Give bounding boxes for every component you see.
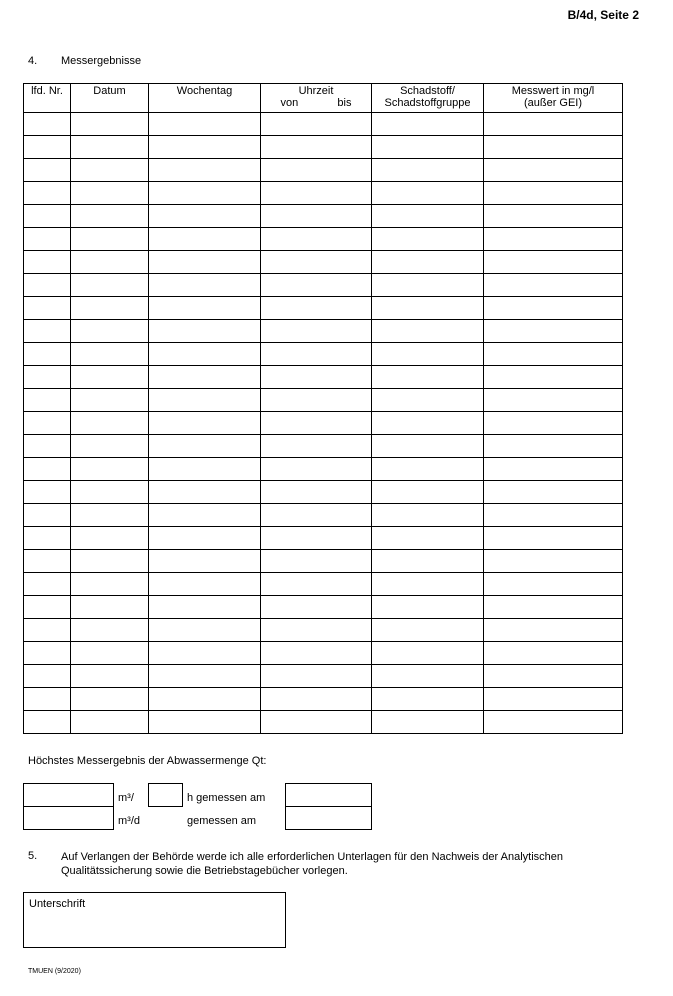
cell-uhrzeit[interactable] <box>261 550 372 573</box>
cell-nr[interactable] <box>24 435 71 458</box>
cell-schadstoff[interactable] <box>372 596 484 619</box>
qt-m3-per-h-value-field[interactable] <box>23 783 114 807</box>
cell-wochentag[interactable] <box>149 504 261 527</box>
table-row <box>24 550 623 573</box>
cell-wochentag[interactable] <box>149 182 261 205</box>
table-row <box>24 182 623 205</box>
qt-m3-per-d-value-field[interactable] <box>23 806 114 830</box>
cell-nr[interactable] <box>24 182 71 205</box>
cell-messwert[interactable] <box>484 320 623 343</box>
cell-uhrzeit[interactable] <box>261 366 372 389</box>
cell-nr[interactable] <box>24 642 71 665</box>
table-row <box>24 136 623 159</box>
cell-schadstoff[interactable] <box>372 688 484 711</box>
cell-messwert[interactable] <box>484 619 623 642</box>
cell-nr[interactable] <box>24 297 71 320</box>
cell-datum[interactable] <box>71 619 149 642</box>
cell-messwert[interactable] <box>484 711 623 734</box>
uhrzeit-von-label: von <box>280 97 299 109</box>
cell-wochentag[interactable] <box>149 412 261 435</box>
cell-schadstoff[interactable] <box>372 481 484 504</box>
table-row <box>24 596 623 619</box>
cell-wochentag[interactable] <box>149 458 261 481</box>
cell-messwert[interactable] <box>484 136 623 159</box>
cell-wochentag[interactable] <box>149 688 261 711</box>
cell-messwert[interactable] <box>484 159 623 182</box>
cell-uhrzeit[interactable] <box>261 228 372 251</box>
qt-row2-unit: m³/d <box>118 815 140 827</box>
cell-messwert[interactable] <box>484 504 623 527</box>
cell-uhrzeit[interactable] <box>261 297 372 320</box>
cell-messwert[interactable] <box>484 343 623 366</box>
cell-wochentag[interactable] <box>149 228 261 251</box>
cell-datum[interactable] <box>71 550 149 573</box>
table-row <box>24 113 623 136</box>
cell-nr[interactable] <box>24 619 71 642</box>
cell-uhrzeit[interactable] <box>261 527 372 550</box>
cell-wochentag[interactable] <box>149 389 261 412</box>
cell-nr[interactable] <box>24 343 71 366</box>
qt-label: Höchstes Messergebnis der Abwassermenge Qt: <box>28 755 267 767</box>
table-row <box>24 711 623 734</box>
cell-schadstoff[interactable] <box>372 205 484 228</box>
cell-uhrzeit[interactable] <box>261 481 372 504</box>
cell-uhrzeit[interactable] <box>261 136 372 159</box>
cell-wochentag[interactable] <box>149 159 261 182</box>
section-5-number: 5. <box>28 850 38 862</box>
cell-datum[interactable] <box>71 205 149 228</box>
section-4-number: 4. <box>28 55 38 67</box>
cell-messwert[interactable] <box>484 228 623 251</box>
table-row <box>24 665 623 688</box>
cell-datum[interactable] <box>71 711 149 734</box>
cell-nr[interactable] <box>24 412 71 435</box>
cell-wochentag[interactable] <box>149 274 261 297</box>
cell-uhrzeit[interactable] <box>261 435 372 458</box>
cell-schadstoff[interactable] <box>372 182 484 205</box>
cell-nr[interactable] <box>24 205 71 228</box>
qt-row1-suffix: h gemessen am <box>187 792 266 804</box>
signature-label: Unterschrift <box>29 898 86 910</box>
cell-uhrzeit[interactable] <box>261 251 372 274</box>
cell-schadstoff[interactable] <box>372 389 484 412</box>
cell-uhrzeit[interactable] <box>261 205 372 228</box>
cell-datum[interactable] <box>71 665 149 688</box>
cell-schadstoff[interactable] <box>372 412 484 435</box>
results-table <box>23 83 623 734</box>
cell-datum[interactable] <box>71 435 149 458</box>
cell-uhrzeit[interactable] <box>261 688 372 711</box>
cell-datum[interactable] <box>71 458 149 481</box>
cell-uhrzeit[interactable] <box>261 320 372 343</box>
cell-datum[interactable] <box>71 113 149 136</box>
cell-uhrzeit[interactable] <box>261 711 372 734</box>
table-row <box>24 228 623 251</box>
cell-messwert[interactable] <box>484 412 623 435</box>
cell-messwert[interactable] <box>484 389 623 412</box>
cell-schadstoff[interactable] <box>372 573 484 596</box>
cell-wochentag[interactable] <box>149 205 261 228</box>
cell-messwert[interactable] <box>484 665 623 688</box>
cell-schadstoff[interactable] <box>372 251 484 274</box>
table-row <box>24 458 623 481</box>
cell-wochentag[interactable] <box>149 619 261 642</box>
qt-row1-date-field[interactable] <box>285 783 372 807</box>
cell-datum[interactable] <box>71 527 149 550</box>
cell-uhrzeit[interactable] <box>261 274 372 297</box>
table-row <box>24 619 623 642</box>
uhrzeit-label: Uhrzeit <box>298 85 334 97</box>
cell-wochentag[interactable] <box>149 136 261 159</box>
cell-wochentag[interactable] <box>149 596 261 619</box>
cell-schadstoff[interactable] <box>372 343 484 366</box>
cell-messwert[interactable] <box>484 481 623 504</box>
cell-datum[interactable] <box>71 642 149 665</box>
cell-nr[interactable] <box>24 366 71 389</box>
cell-datum[interactable] <box>71 366 149 389</box>
table-row <box>24 642 623 665</box>
section-4-title: Messergebnisse <box>61 55 142 67</box>
cell-datum[interactable] <box>71 159 149 182</box>
table-row <box>24 504 623 527</box>
cell-nr[interactable] <box>24 573 71 596</box>
cell-uhrzeit[interactable] <box>261 665 372 688</box>
cell-uhrzeit[interactable] <box>261 573 372 596</box>
cell-wochentag[interactable] <box>149 435 261 458</box>
cell-uhrzeit[interactable] <box>261 389 372 412</box>
cell-datum[interactable] <box>71 136 149 159</box>
cell-messwert[interactable] <box>484 527 623 550</box>
cell-nr[interactable] <box>24 113 71 136</box>
cell-uhrzeit[interactable] <box>261 596 372 619</box>
cell-wochentag[interactable] <box>149 366 261 389</box>
cell-uhrzeit[interactable] <box>261 343 372 366</box>
qt-row1-unit: m³/ <box>118 792 134 804</box>
cell-datum[interactable] <box>71 251 149 274</box>
table-row <box>24 412 623 435</box>
cell-datum[interactable] <box>71 343 149 366</box>
cell-schadstoff[interactable] <box>372 619 484 642</box>
section-5-text: Auf Verlangen der Behörde werde ich alle erforderlichen Unterlagen für den Nachweis der Analytischen Qualitätssicherung sowie die Betriebstagebücher vorlegen. <box>61 851 564 877</box>
cell-datum[interactable] <box>71 320 149 343</box>
cell-schadstoff[interactable] <box>372 665 484 688</box>
results-header-row <box>24 84 623 113</box>
form-code: TMUEN (9/2020) <box>28 968 81 975</box>
cell-datum[interactable] <box>71 596 149 619</box>
table-row <box>24 573 623 596</box>
cell-nr[interactable] <box>24 596 71 619</box>
cell-schadstoff[interactable] <box>372 159 484 182</box>
table-row <box>24 205 623 228</box>
qt-row2-date-field[interactable] <box>285 806 372 830</box>
cell-wochentag[interactable] <box>149 642 261 665</box>
cell-nr[interactable] <box>24 320 71 343</box>
cell-messwert[interactable] <box>484 297 623 320</box>
cell-wochentag[interactable] <box>149 251 261 274</box>
col-header-messwert: Messwert in mg/l (außer GEI) <box>484 84 623 113</box>
cell-schadstoff[interactable] <box>372 297 484 320</box>
cell-nr[interactable] <box>24 550 71 573</box>
cell-wochentag[interactable] <box>149 320 261 343</box>
cell-messwert[interactable] <box>484 205 623 228</box>
cell-schadstoff[interactable] <box>372 550 484 573</box>
cell-schadstoff[interactable] <box>372 320 484 343</box>
cell-datum[interactable] <box>71 297 149 320</box>
cell-schadstoff[interactable] <box>372 366 484 389</box>
cell-nr[interactable] <box>24 527 71 550</box>
table-row <box>24 527 623 550</box>
cell-messwert[interactable] <box>484 642 623 665</box>
page-reference: B/4d, Seite 2 <box>567 8 639 22</box>
cell-wochentag[interactable] <box>149 550 261 573</box>
cell-datum[interactable] <box>71 182 149 205</box>
cell-wochentag[interactable] <box>149 527 261 550</box>
qt-hours-field[interactable] <box>148 783 183 807</box>
cell-uhrzeit[interactable] <box>261 619 372 642</box>
cell-wochentag[interactable] <box>149 481 261 504</box>
cell-messwert[interactable] <box>484 550 623 573</box>
cell-nr[interactable] <box>24 458 71 481</box>
cell-nr[interactable] <box>24 688 71 711</box>
cell-wochentag[interactable] <box>149 711 261 734</box>
cell-schadstoff[interactable] <box>372 274 484 297</box>
cell-uhrzeit[interactable] <box>261 412 372 435</box>
cell-schadstoff[interactable] <box>372 136 484 159</box>
cell-nr[interactable] <box>24 711 71 734</box>
cell-nr[interactable] <box>24 389 71 412</box>
cell-uhrzeit[interactable] <box>261 642 372 665</box>
signature-field[interactable] <box>23 892 286 948</box>
cell-wochentag[interactable] <box>149 573 261 596</box>
cell-nr[interactable] <box>24 665 71 688</box>
table-row <box>24 159 623 182</box>
cell-schadstoff[interactable] <box>372 711 484 734</box>
col-header-schadstoff: Schadstoff/ Schadstoffgruppe <box>372 84 484 113</box>
col-header-nr: lfd. Nr. <box>24 84 71 113</box>
cell-datum[interactable] <box>71 688 149 711</box>
col-header-datum: Datum <box>71 84 149 113</box>
cell-wochentag[interactable] <box>149 343 261 366</box>
cell-datum[interactable] <box>71 412 149 435</box>
cell-nr[interactable] <box>24 481 71 504</box>
cell-messwert[interactable] <box>484 113 623 136</box>
cell-datum[interactable] <box>71 504 149 527</box>
cell-nr[interactable] <box>24 251 71 274</box>
col-header-uhrzeit <box>261 84 372 113</box>
cell-messwert[interactable] <box>484 458 623 481</box>
cell-messwert[interactable] <box>484 573 623 596</box>
cell-uhrzeit[interactable] <box>261 182 372 205</box>
cell-uhrzeit[interactable] <box>261 113 372 136</box>
col-header-wochentag: Wochentag <box>149 84 261 113</box>
cell-datum[interactable] <box>71 573 149 596</box>
cell-schadstoff[interactable] <box>372 504 484 527</box>
cell-messwert[interactable] <box>484 435 623 458</box>
cell-messwert[interactable] <box>484 182 623 205</box>
cell-schadstoff[interactable] <box>372 642 484 665</box>
cell-wochentag[interactable] <box>149 665 261 688</box>
cell-schadstoff[interactable] <box>372 435 484 458</box>
cell-schadstoff[interactable] <box>372 527 484 550</box>
cell-schadstoff[interactable] <box>372 228 484 251</box>
cell-messwert[interactable] <box>484 366 623 389</box>
cell-datum[interactable] <box>71 389 149 412</box>
cell-datum[interactable] <box>71 274 149 297</box>
cell-wochentag[interactable] <box>149 113 261 136</box>
table-row <box>24 343 623 366</box>
cell-messwert[interactable] <box>484 688 623 711</box>
table-row <box>24 435 623 458</box>
qt-row2-suffix: gemessen am <box>187 815 257 827</box>
cell-wochentag[interactable] <box>149 297 261 320</box>
cell-nr[interactable] <box>24 159 71 182</box>
cell-messwert[interactable] <box>484 251 623 274</box>
cell-uhrzeit[interactable] <box>261 159 372 182</box>
cell-nr[interactable] <box>24 504 71 527</box>
table-row <box>24 274 623 297</box>
cell-uhrzeit[interactable] <box>261 504 372 527</box>
cell-schadstoff[interactable] <box>372 113 484 136</box>
table-row <box>24 320 623 343</box>
table-row <box>24 481 623 504</box>
cell-uhrzeit[interactable] <box>261 458 372 481</box>
cell-messwert[interactable] <box>484 274 623 297</box>
table-row <box>24 297 623 320</box>
cell-datum[interactable] <box>71 228 149 251</box>
cell-nr[interactable] <box>24 136 71 159</box>
cell-messwert[interactable] <box>484 596 623 619</box>
uhrzeit-bis-label: bis <box>337 97 352 109</box>
cell-datum[interactable] <box>71 481 149 504</box>
table-row <box>24 389 623 412</box>
table-row <box>24 251 623 274</box>
cell-schadstoff[interactable] <box>372 458 484 481</box>
cell-nr[interactable] <box>24 228 71 251</box>
cell-nr[interactable] <box>24 274 71 297</box>
table-row <box>24 366 623 389</box>
table-row <box>24 688 623 711</box>
